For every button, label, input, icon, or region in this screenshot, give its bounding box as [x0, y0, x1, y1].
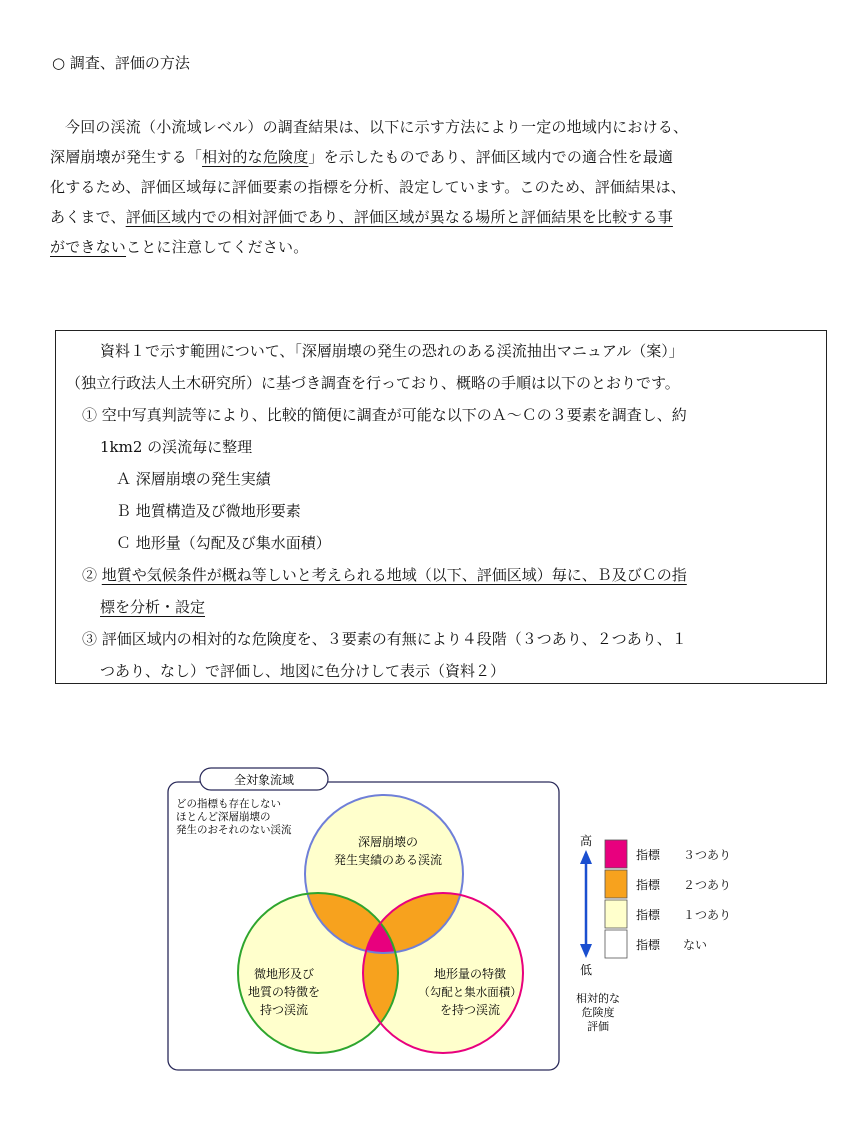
- element-b: Ｂ 地質構造及び微地形要素: [116, 502, 301, 520]
- intro-paragraph: [50, 112, 810, 262]
- circle-b-label-2: 地質の特徴を: [247, 985, 321, 999]
- intro-line-5: [50, 232, 810, 262]
- element-a: Ａ 深層崩壊の発生実績: [116, 470, 271, 488]
- legend-label-1: 指標: [636, 908, 661, 922]
- step-2-underlined-2: 標を分析・設定: [100, 598, 206, 616]
- step-3-line-1: ③ 評価区域内の相対的な危険度を、３要素の有無により４段階（３つあり、２つあり、１: [82, 630, 687, 648]
- element-c: Ｃ 地形量（勾配及び集水面積）: [116, 534, 331, 552]
- axis-label-1: 相対的な: [576, 992, 620, 1005]
- axis-label-2: 危険度: [581, 1006, 615, 1019]
- none-note-3: 発生のおそれのない渓流: [176, 824, 292, 836]
- procedure-box: [55, 330, 827, 684]
- axis-label-3: 評価: [587, 1020, 609, 1033]
- step-2-underlined: 地質や気候条件が概ね等しいと考えられる地域（以下、評価区域）毎に、Ｂ及びＣの指: [101, 566, 687, 584]
- circle-b-label-3: 持つ渓流: [259, 1003, 309, 1017]
- caution-underlined-2: ができない: [50, 238, 127, 256]
- intro-line-2: [50, 142, 810, 172]
- legend-value-0: ない: [683, 938, 708, 952]
- procedure-intro-2: （独立行政法人土木研究所）に基づき調査を行っており、概略の手順は以下のとおりです。: [66, 374, 680, 392]
- step-2-marker: ②: [82, 566, 102, 584]
- step-3-line-2: つあり、なし）で評価し、地図に色分けして表示（資料２）: [100, 662, 506, 680]
- circle-b-label-1: 微地形及び: [253, 967, 315, 981]
- procedure-intro-1: 資料１で示す範囲について、「深層崩壊の発生の恐れのある渓流抽出マニュアル（案）」: [100, 342, 684, 360]
- all-basins-title: 全対象流域: [233, 773, 295, 787]
- legend-swatch-1: [605, 900, 627, 928]
- section-heading: ○ 調査、評価の方法: [52, 54, 190, 72]
- legend-value-2: ２つあり: [683, 878, 732, 892]
- step-2-line-1: [82, 563, 687, 587]
- legend-swatch-3: [605, 840, 627, 868]
- legend-label-3: 指標: [636, 848, 661, 862]
- intro-line-1: 今回の渓流（小流域レベル）の調査結果は、以下に示す方法により一定の地域内における、: [65, 118, 689, 136]
- none-note-2: ほとんど深層崩壊の: [176, 811, 271, 823]
- intro-line-4: [50, 202, 810, 232]
- step-1-line-1: ① 空中写真判読等により、比較的簡便に調査が可能な以下のＡ～Ｃの３要素を調査し、約: [82, 406, 687, 424]
- intro-line-4a: あくまで、: [50, 208, 126, 226]
- none-note-1: どの指標も存在しない: [176, 798, 281, 810]
- circle-a-label-2: 発生実績のある渓流: [333, 853, 443, 867]
- circle-a-label-1: 深層崩壊の: [357, 835, 419, 849]
- venn-svg: [160, 760, 661, 1080]
- legend-value-1: １つあり: [683, 908, 732, 922]
- caution-underlined-1: 評価区域内での相対評価であり、評価区域が異なる場所と評価結果を比較する事: [125, 208, 673, 226]
- legend-label-0: 指標: [636, 938, 661, 952]
- circle-c-label-1: 地形量の特徴: [433, 967, 507, 981]
- intro-line-5b: ことに注意してください。: [126, 238, 309, 256]
- legend-swatch-2: [605, 870, 627, 898]
- arrow-down-icon: [580, 944, 592, 958]
- risk-venn-diagram: [160, 760, 661, 1080]
- legend-value-3: ３つあり: [683, 848, 732, 862]
- low-label: 低: [579, 963, 593, 977]
- step-1-line-2: 1km2 の渓流毎に整理: [100, 438, 253, 456]
- relative-risk-underlined: 相対的な危険度: [202, 148, 309, 166]
- step-2-line-2: [100, 595, 205, 619]
- intro-line-2a: 深層崩壊が発生する「: [50, 148, 203, 166]
- arrow-up-icon: [580, 850, 592, 864]
- circle-c-label-2: （勾配と集水面積）: [418, 985, 522, 999]
- legend-label-2: 指標: [636, 878, 661, 892]
- intro-line-2c: 」を示したものであり、評価区域内での適合性を最適: [308, 148, 674, 166]
- high-label: 高: [579, 834, 593, 848]
- legend-swatch-0: [605, 930, 627, 958]
- circle-c-label-3: を持つ渓流: [439, 1003, 501, 1017]
- intro-line-3: 化するため、評価区域毎に評価要素の指標を分析、設定しています。このため、評価結果は、: [50, 178, 687, 196]
